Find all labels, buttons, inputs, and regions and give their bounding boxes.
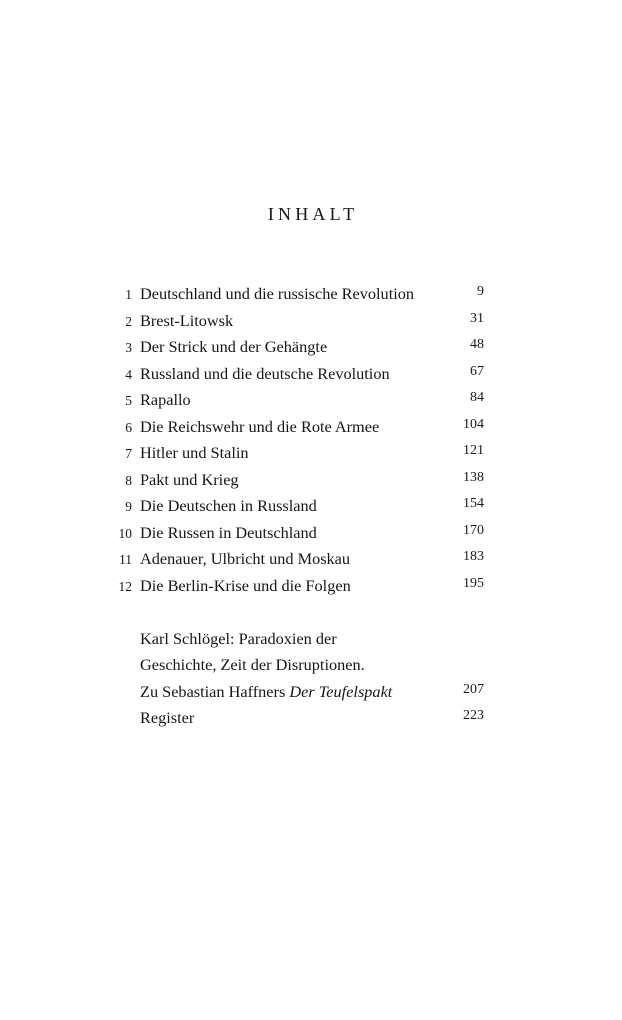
chapter-page: 183 (463, 549, 484, 564)
section-spacer (0, 604, 622, 631)
chapter-number: 5 (125, 393, 132, 408)
toc-entry (0, 392, 622, 419)
toc-entry (0, 445, 622, 472)
toc-entry-backmatter (0, 681, 622, 711)
chapter-page: 170 (463, 522, 484, 538)
toc-entry (0, 286, 622, 313)
chapter-title: Deutschland und die russische Revolution (140, 284, 415, 303)
chapter-title: Russland und die deutsche Revolution (140, 363, 390, 383)
chapter-page: 195 (463, 575, 484, 591)
toc-entry (0, 363, 622, 393)
toc-entry (0, 551, 622, 578)
backmatter-title-line: Geschichte, Zeit der Disruptionen. (140, 655, 365, 674)
toc-entry (0, 522, 622, 552)
chapter-page: 48 (470, 337, 484, 352)
toc-entry (0, 310, 622, 340)
book-title-italic: Der Teufelspakt (289, 681, 393, 701)
toc-entry-backmatter (0, 657, 622, 684)
chapter-title: Brest-Litowsk (140, 310, 234, 330)
toc-entry (0, 339, 622, 366)
toc-entry (0, 469, 622, 499)
chapter-title: Rapallo (140, 390, 191, 409)
chapter-number: 1 (125, 287, 132, 302)
toc-entry-backmatter (0, 628, 622, 658)
chapter-number: 6 (125, 419, 132, 435)
chapter-number: 7 (125, 446, 132, 461)
chapter-page: 31 (470, 310, 484, 326)
chapter-number: 8 (125, 472, 132, 488)
chapter-number: 9 (125, 499, 132, 514)
chapter-number: 12 (118, 578, 132, 594)
chapter-number: 3 (125, 340, 132, 355)
toc-entry (0, 575, 622, 605)
chapter-number: 11 (119, 552, 132, 567)
chapter-page: 138 (463, 469, 484, 485)
chapter-page: 154 (463, 496, 484, 511)
chapter-number: 2 (125, 313, 132, 329)
chapter-number: 4 (125, 366, 132, 382)
chapter-page: 9 (477, 284, 484, 299)
chapter-title: Adenauer, Ulbricht und Moskau (140, 549, 351, 568)
table-of-contents (0, 286, 622, 737)
page-title: INHALT (267, 204, 359, 224)
backmatter-title-line: Register (140, 708, 195, 727)
toc-entry (0, 416, 622, 446)
chapter-title: Die Berlin-Krise und die Folgen (140, 575, 351, 595)
chapter-number: 10 (118, 525, 132, 541)
chapter-page: 121 (463, 443, 484, 458)
backmatter-title-line: Karl Schlögel: Paradoxien der (140, 628, 337, 648)
backmatter-page: 223 (463, 708, 484, 723)
toc-entry-backmatter (0, 710, 622, 737)
backmatter-title-text: Zu Sebastian Haffners (140, 681, 290, 701)
backmatter-page: 207 (463, 681, 484, 697)
chapter-page: 104 (463, 416, 484, 432)
chapter-title: Die Russen in Deutschland (140, 522, 317, 542)
chapter-title: Der Strick und der Gehängte (140, 337, 328, 356)
toc-entry (0, 498, 622, 525)
chapter-title: Pakt und Krieg (140, 469, 239, 489)
chapter-title: Hitler und Stalin (140, 443, 249, 462)
chapter-page: 84 (470, 390, 484, 405)
chapter-title: Die Deutschen in Russland (140, 496, 317, 515)
chapter-page: 67 (470, 363, 484, 379)
chapter-title: Die Reichswehr und die Rote Armee (140, 416, 380, 436)
